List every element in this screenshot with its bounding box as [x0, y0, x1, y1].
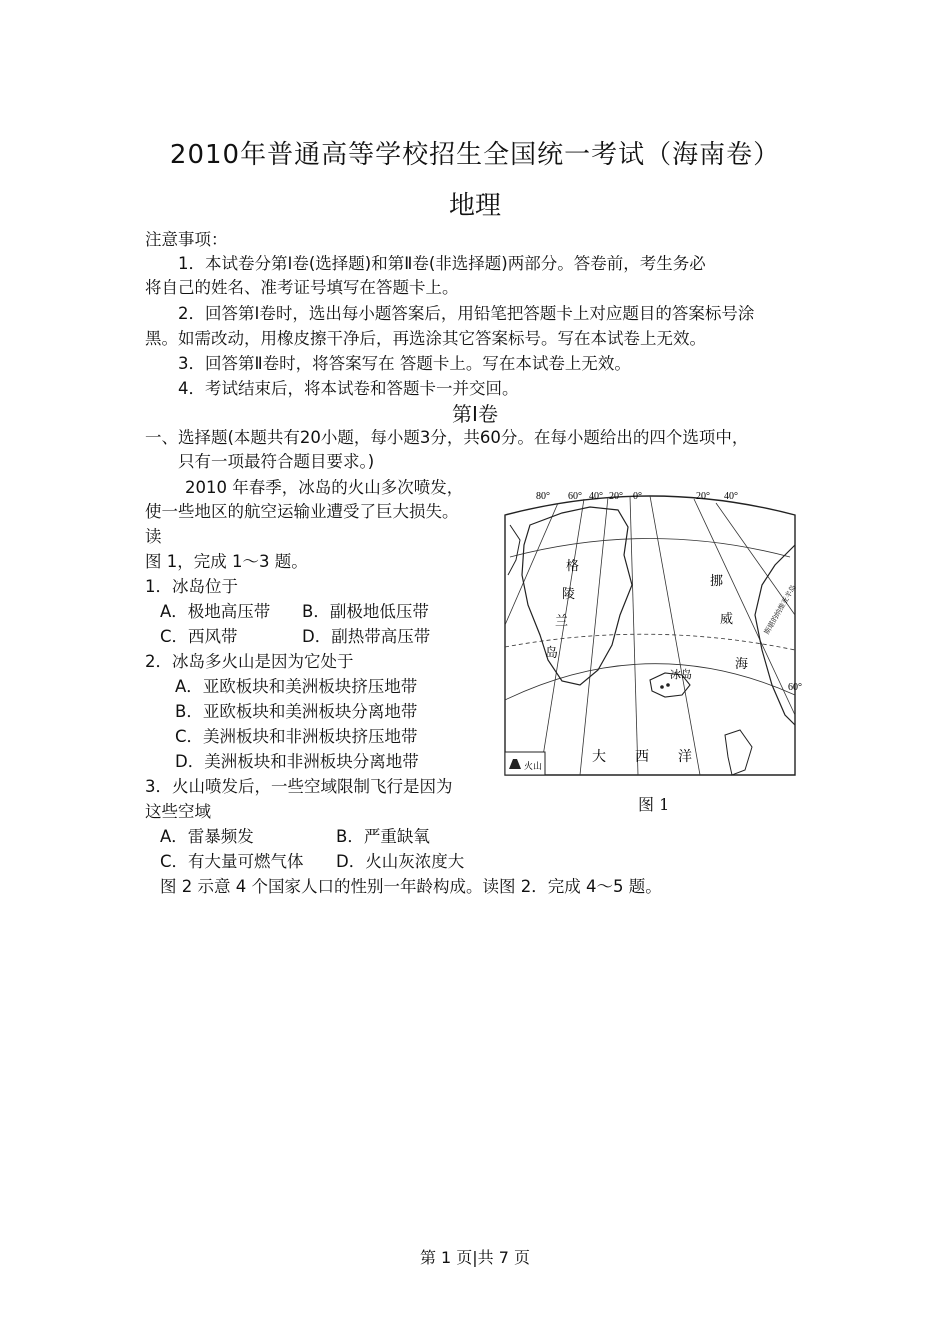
norwegian-sea-char-1: 挪	[710, 574, 724, 589]
atlantic-char-3: 洋	[678, 749, 692, 765]
figure-2-intro: 图 2 示意 4 个国家人口的性别一年龄构成。读图 2．完成 4～5 题。	[160, 877, 662, 896]
lon-label-40e: 40°	[724, 491, 738, 502]
lon-label-60w: 60°	[568, 491, 582, 502]
section-title: 第Ⅰ卷	[452, 402, 498, 426]
question-3-stem-cont: 这些空域	[145, 802, 211, 821]
question-2-option-b: B．亚欧板块和美洲板块分离地带	[175, 702, 418, 721]
question-1-option-c: C．西风带	[160, 627, 238, 646]
greenland-char-3: 兰	[555, 614, 569, 629]
atlantic-char-1: 大	[592, 749, 606, 765]
intro-line-2: 使一些地区的航空运输业遭受了巨大损失。	[145, 502, 459, 521]
greenland-char-4: 岛	[545, 646, 559, 661]
question-1-option-a: A．极地高压带	[160, 602, 271, 621]
question-3-option-c: C．有大量可燃气体	[160, 852, 304, 871]
notice-item-1: 1．本试卷分第Ⅰ卷(选择题)和第Ⅱ卷(非选择题)两部分。答卷前，考生务必	[178, 254, 706, 273]
question-1-option-d: D．副热带高压带	[302, 627, 431, 646]
lon-label-0: 0°	[633, 491, 642, 502]
question-3-option-d: D．火山灰浓度大	[336, 852, 465, 871]
page-title: 2010年普通高等学校招生全国统一考试（海南卷）	[169, 140, 781, 170]
lon-label-20w: 20°	[609, 491, 623, 502]
notice-item-3: 3．回答第Ⅱ卷时，将答案写在 答题卡上。写在本试卷上无效。	[178, 354, 631, 373]
question-1-stem: 1．冰岛位于	[145, 577, 238, 596]
atlantic-char-2: 西	[635, 749, 649, 765]
intro-line-3: 读	[145, 527, 162, 546]
question-3-option-a: A．雷暴频发	[160, 827, 254, 846]
figure-1-caption: 图 1	[638, 795, 670, 814]
norwegian-sea-char-3: 海	[735, 657, 749, 672]
lon-label-20e: 20°	[696, 491, 710, 502]
scandinavia-label: 斯堪的纳维亚半岛	[762, 583, 798, 636]
legend-volcano-label: 火山	[524, 762, 543, 772]
question-2-option-d: D．美洲板块和非洲板块分离地带	[175, 752, 419, 771]
lat-label-60n: 60°	[788, 682, 802, 693]
notice-item-4: 4．考试结束后，将本试卷和答题卡一并交回。	[178, 379, 519, 398]
lon-label-80w: 80°	[536, 491, 550, 502]
notice-heading: 注意事项：	[145, 230, 228, 249]
intro-line-1: 2010 年春季，冰岛的火山多次喷发，	[185, 478, 464, 497]
question-2-option-a: A．亚欧板块和美洲板块挤压地带	[175, 677, 418, 696]
figure-1-map	[500, 485, 810, 815]
greenland-char-2: 陵	[562, 587, 576, 602]
lon-label-40w: 40°	[589, 491, 603, 502]
norwegian-sea-char-2: 威	[720, 612, 734, 627]
greenland-char-1: 格	[566, 559, 580, 574]
notice-item-2-cont: 黑。如需改动，用橡皮擦干净后，再选涂其它答案标号。写在本试卷上无效。	[145, 329, 706, 348]
part1-heading: 一、选择题(本题共有20小题，每小题3分，共60分。在每小题给出的四个选项中，	[145, 428, 749, 447]
notice-item-1-cont: 将自己的姓名、准考证号填写在答题卡上。	[145, 278, 459, 297]
part1-heading-cont: 只有一项最符合题目要求。)	[178, 452, 375, 471]
question-2-option-c: C．美洲板块和非洲板块挤压地带	[175, 727, 418, 746]
question-2-stem: 2．冰岛多火山是因为它处于	[145, 652, 354, 671]
iceland-label: 冰岛	[670, 669, 692, 681]
intro-line-4: 图 1，完成 1～3 题。	[145, 552, 308, 571]
question-1-option-b: B．副极地低压带	[302, 602, 429, 621]
question-3-option-b: B．严重缺氧	[336, 827, 430, 846]
notice-item-2: 2．回答第Ⅰ卷时，选出每小题答案后，用铅笔把答题卡上对应题目的答案标号涂	[178, 304, 755, 323]
page-footer: 第 1 页|共 7 页	[419, 1248, 531, 1267]
question-3-stem: 3．火山喷发后，一些空域限制飞行是因为	[145, 777, 453, 796]
subject-title: 地理	[448, 191, 501, 221]
